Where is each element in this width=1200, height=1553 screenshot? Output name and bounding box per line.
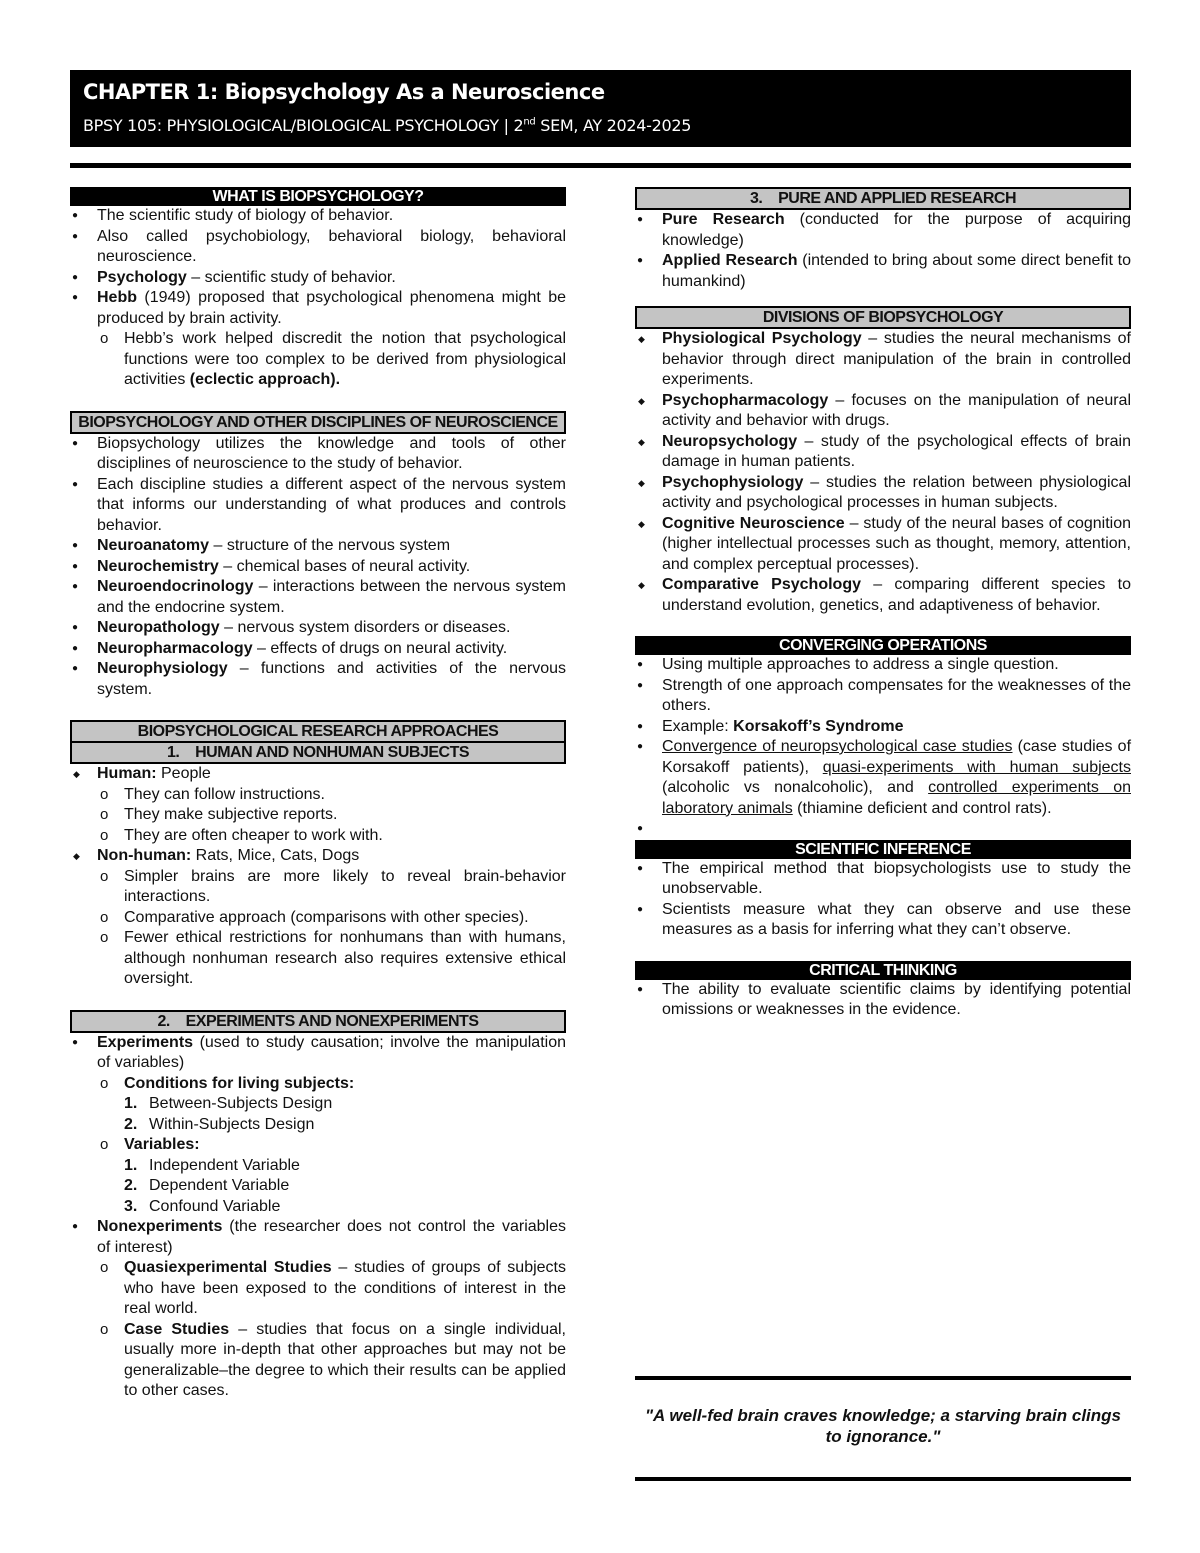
term: Physiological Psychology [662, 330, 862, 347]
sub-list-item: o Simpler brains are more likely to reveal brain-behavior interactions. [97, 867, 566, 908]
definition: – studies the neural mechanisms of behavior through direct manipulation of the brain in controlled experiments. [662, 330, 1132, 388]
term: Variables: [124, 1136, 200, 1153]
numbered-list [124, 1094, 566, 1135]
list-item [635, 251, 1131, 292]
list-item [70, 618, 566, 639]
item-text: Within-Subjects Design [149, 1115, 315, 1133]
underlined-phrase: controlled experiments on laboratory animals [662, 779, 1131, 817]
underlined-phrase: Convergence of neuropsychological case studies [662, 738, 1013, 755]
item-text: Between-Subjects Design [149, 1095, 333, 1112]
list-item [70, 1033, 566, 1218]
term: Psychophysiology [662, 473, 804, 491]
definition: – structure of the nervous system [209, 537, 451, 554]
list-item: ● The empirical method that biopsychologists use to study the unobservable. [635, 859, 1131, 900]
right-column [635, 187, 1131, 1021]
item-text: Independent Variable [149, 1156, 300, 1174]
term: (eclectic approach). [189, 371, 341, 388]
term: Cognitive Neuroscience [662, 514, 845, 532]
course-subtitle [83, 116, 691, 135]
list-item [70, 1217, 566, 1402]
item-number: 2. [124, 1177, 138, 1194]
list-item [70, 659, 566, 700]
list-item [70, 268, 566, 289]
term: Quasiexperimental Studies [124, 1259, 332, 1276]
definition: (intended to bring about some direct benefit to humankind) [662, 252, 1132, 290]
list-item: ● Using multiple approaches to address a single question. [635, 655, 1131, 676]
definition: – chemical bases of neural activity. [218, 557, 471, 575]
subsection-heading-experiments: 2. EXPERIMENTS AND NONEXPERIMENTS [70, 1010, 566, 1033]
term: Comparative Psychology [662, 576, 861, 593]
sub-list [97, 867, 566, 990]
term: Human: [97, 765, 157, 782]
example-label: Example: [662, 717, 734, 735]
definition: (conducted for the purpose of acquiring knowledge) [662, 211, 1132, 249]
subtitle-course: BPSY 105: PHYSIOLOGICAL/BIOLOGICAL PSYCHOLOGY | 2 [83, 116, 524, 135]
what-is-list [70, 206, 566, 391]
definition: (used to study causation; involve the manipulation of variables) [97, 1033, 566, 1071]
list-item: ● Strength of one approach compensates for the weaknesses of the others. [635, 676, 1131, 717]
subjects-list [70, 764, 566, 990]
list-item: ● Scientists measure what they can observe and use these measures as a basis for inferring what they can’t observe. [635, 900, 1131, 941]
definition: (1949) proposed that psychological phenomena might be produced by brain activity. [97, 289, 566, 327]
definition: – studies of groups of subjects who have been exposed to the conditions of interest in the real world. [124, 1259, 567, 1317]
list-item [70, 639, 566, 660]
section-heading-what-is: WHAT IS BIOPSYCHOLOGY? [70, 187, 566, 206]
divisions-list [635, 329, 1131, 616]
text: (case studies of Korsakoff patients), [662, 738, 1132, 776]
item-number: 2. [124, 1115, 138, 1133]
sub-list [97, 329, 566, 391]
list-item [635, 391, 1131, 432]
list-item [70, 288, 566, 391]
closing-quote: "A well-fed brain craves knowledge; a starving brain clings to ignorance." [644, 1406, 1121, 1446]
subsection-heading-subjects: 1. HUMAN AND NONHUMAN SUBJECTS [70, 743, 566, 764]
list-item [70, 557, 566, 578]
list-item [635, 329, 1131, 391]
term: Psychopharmacology [662, 391, 829, 409]
underlined-phrase: quasi-experiments with human subjects [822, 758, 1131, 776]
disciplines-list [70, 434, 566, 701]
header-rule [70, 163, 1131, 168]
list-item [635, 473, 1131, 514]
definition: Rats, Mice, Cats, Dogs [191, 847, 360, 864]
subtitle-term: SEM, AY 2024-2025 [535, 116, 692, 135]
list-item: ● The ability to evaluate scientific claims by identifying potential omissions or weaknesses in the evidence. [635, 980, 1131, 1021]
definition: – comparing different species to understand evolution, genetics, and adaptiveness of behavior. [662, 576, 1131, 614]
sub-list-item: o They are often cheaper to work with. [97, 826, 566, 847]
list-item: ● Biopsychology utilizes the knowledge and tools of other disciplines of neuroscience to the study of behavior. [70, 434, 566, 475]
definition: (the researcher does not control the variables of interest) [97, 1218, 566, 1256]
list-item: ● Also called psychobiology, behavioral biology, behavioral neuroscience. [70, 227, 566, 268]
definition: – studies that focus on a single individual, usually more in-depth that other approaches but may not be generalizable–the degree to which their results can be applied to other cases. [124, 1320, 566, 1399]
list-item [635, 514, 1131, 576]
section-heading-research-approaches: BIOPSYCHOLOGICAL RESEARCH APPROACHES [70, 720, 566, 743]
sub-list-item: o Comparative approach (comparisons with other species). [97, 908, 566, 929]
numbered-item [124, 1156, 566, 1177]
item-number: 1. [124, 1156, 138, 1174]
item-number: 1. [124, 1095, 138, 1112]
text: (thiamine deficient and control rats). [792, 799, 1052, 817]
term: Case Studies [124, 1320, 230, 1338]
sub-list-item [97, 1320, 566, 1402]
section-heading-converging: CONVERGING OPERATIONS [635, 636, 1131, 655]
numbered-list [124, 1156, 566, 1218]
section-heading-inference: SCIENTIFIC INFERENCE [635, 840, 1131, 859]
definition: – nervous system disorders or diseases. [219, 619, 511, 636]
term: Neuropharmacology [97, 639, 253, 657]
definition: – study of the psychological effects of brain damage in human patients. [662, 432, 1131, 470]
section-heading-divisions: DIVISIONS OF BIOPSYCHOLOGY [635, 306, 1131, 329]
definition: – studies the relation between physiological activity and psychological processes in human subjects. [662, 473, 1131, 511]
term: Applied Research [662, 252, 798, 269]
sub-list [97, 1258, 566, 1402]
term: Neurochemistry [97, 557, 219, 575]
list-item [70, 846, 566, 990]
sub-list-item: o Fewer ethical restrictions for nonhumans than with humans, although nonhuman research also requires extensive ethical oversight. [97, 928, 566, 990]
converging-list [635, 655, 1131, 840]
definition: – interactions between the nervous system and the endocrine system. [97, 578, 566, 616]
list-item-empty [635, 819, 1131, 840]
term: Nonexperiments [97, 1218, 223, 1235]
definition: – focuses on the manipulation of neural activity and behavior with drugs. [662, 391, 1131, 429]
sub-text: Hebb’s work helped discredit the notion that psychological functions were too complex to be derived from physiological activities [124, 330, 566, 388]
list-item: ● Each discipline studies a different aspect of the nervous system that informs our understanding of what produces and controls behavior. [70, 475, 566, 537]
list-item [70, 536, 566, 557]
term: Neuroendocrinology [97, 578, 254, 595]
inference-list [635, 859, 1131, 941]
definition: – scientific study of behavior. [186, 268, 396, 286]
term: Korsakoff’s Syndrome [733, 717, 904, 735]
sub-list [97, 785, 566, 847]
item-number: 3. [124, 1197, 138, 1215]
item-text: Dependent Variable [149, 1177, 290, 1194]
text: (alcoholic vs nonalcoholic), and [662, 779, 929, 796]
critical-thinking-list [635, 980, 1131, 1021]
term: Psychology [97, 268, 187, 286]
definition: People [156, 765, 211, 782]
sub-list-item [97, 1135, 566, 1217]
chapter-banner [70, 70, 1131, 147]
list-item [635, 737, 1131, 819]
term: Neuroanatomy [97, 537, 210, 554]
numbered-item [124, 1094, 566, 1115]
numbered-item [124, 1115, 566, 1136]
definition: – functions and activities of the nervous system. [97, 660, 566, 698]
sub-list [97, 1074, 566, 1218]
numbered-item [124, 1176, 566, 1197]
section-heading-disciplines: BIOPSYCHOLOGY AND OTHER DISCIPLINES OF NEUROSCIENCE [70, 411, 566, 434]
subsection-heading-pure-applied: 3. PURE AND APPLIED RESEARCH [635, 187, 1131, 210]
term: Neuropsychology [662, 432, 798, 450]
section-heading-critical-thinking: CRITICAL THINKING [635, 961, 1131, 980]
term: Pure Research [662, 211, 785, 228]
term: Non-human: [97, 847, 192, 864]
quote-top-rule [635, 1376, 1131, 1380]
list-item [70, 764, 566, 846]
subtitle-ordinal: nd [523, 116, 536, 128]
list-item [635, 717, 1131, 738]
left-column [70, 187, 566, 1402]
experiments-list [70, 1033, 566, 1402]
numbered-item [124, 1197, 566, 1218]
pure-applied-list [635, 210, 1131, 292]
list-item [635, 210, 1131, 251]
list-item: ● The scientific study of biology of behavior. [70, 206, 566, 227]
term: Neurophysiology [97, 660, 228, 677]
term: Experiments [97, 1033, 194, 1051]
list-item [70, 577, 566, 618]
list-item [635, 575, 1131, 616]
list-item [635, 432, 1131, 473]
sub-list-item: o They make subjective reports. [97, 805, 566, 826]
sub-list-item [97, 1074, 566, 1136]
item-text: Confound Variable [149, 1197, 281, 1215]
sub-list-item: o They can follow instructions. [97, 785, 566, 806]
quote-bottom-rule [635, 1477, 1131, 1481]
term: Conditions for living subjects: [124, 1074, 355, 1092]
definition: – study of the neural bases of cognition (higher intellectual processes such as thought, memory, attention, and complex perceptual processes). [662, 514, 1131, 573]
sub-list-item [97, 1258, 566, 1320]
chapter-title: CHAPTER 1: Biopsychology As a Neuroscience [83, 80, 605, 104]
sub-list-item [97, 329, 566, 391]
term: Hebb [97, 289, 137, 306]
definition: – effects of drugs on neural activity. [252, 639, 508, 657]
term: Neuropathology [97, 619, 220, 636]
